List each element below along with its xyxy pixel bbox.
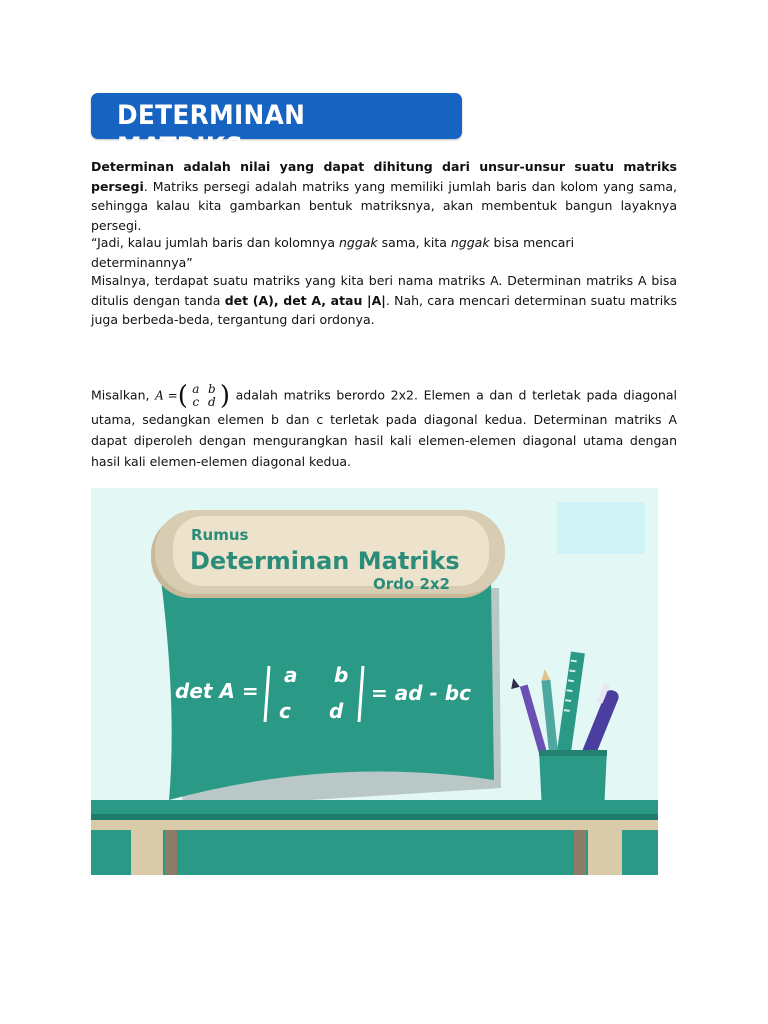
formula-heading: Determinan Matriks — [190, 547, 460, 575]
notation-bold: det (A), det A, atau |A| — [224, 292, 386, 308]
definition-rest: . Matriks persegi adalah matriks yang memiliki jumlah baris dan kolom yang sama, sehingga kalau kita gambarkan bentuk matriksnya, akan membentuk bangun layaknya persegi. — [91, 178, 677, 233]
ordo-label: Ordo 2x2 — [373, 575, 450, 593]
matrix-cells — [188, 383, 220, 409]
matrix-expression: A =( a b c d ) — [155, 381, 230, 411]
determinant-formula-illustration — [91, 488, 658, 875]
det-element-a: a — [284, 663, 298, 687]
desk-edge — [91, 814, 658, 820]
matrix-cell: a — [192, 382, 200, 396]
page-title: DETERMINAN MATRIKS — [117, 100, 306, 163]
matrix-cell: b — [208, 382, 216, 396]
definition-bold: Determinan adalah nilai yang dapat dihitung dari unsur-unsur suatu matriks persegi — [91, 159, 677, 194]
quote-text-3: bisa mencari determinannya” — [91, 235, 575, 270]
paragraph-definition — [91, 157, 677, 235]
rumus-label: Rumus — [191, 526, 249, 544]
paragraph-notation — [91, 271, 677, 330]
example-text-1: Misalkan, — [91, 387, 156, 403]
matrix-lhs: A = — [155, 388, 178, 403]
desk-leg-right — [588, 830, 622, 875]
title-banner — [91, 93, 462, 163]
paragraph-quote — [91, 233, 677, 272]
desk-leg-left-shade — [165, 830, 177, 875]
det-element-c: c — [279, 699, 291, 723]
desk-rail — [91, 820, 658, 830]
quote-text-2: sama, kita — [377, 235, 451, 250]
example-text-2: adalah matriks berordo 2x2. Elemen a dan d terletak pada diagonal utama, sedangkan elemen b dan c terletak pada diagonal kedua. Determinan matriks A dapat diperoleh dengan mengurangkan hasil kali elemen-elemen diagonal utama dengan hasil kali elemen-elemen diagonal kedua. — [91, 387, 678, 469]
notation-text-1: Misalnya, terdapat suatu matriks yang kita beri nama matriks A. Determinan matriks A bisa ditulis dengan tanda — [91, 273, 677, 308]
det-label: det A = — [175, 679, 259, 703]
paragraph-example — [91, 383, 677, 472]
matrix-cell: c — [192, 395, 200, 409]
window-patch — [557, 502, 645, 554]
quote-italic-1: nggak — [338, 235, 378, 250]
quote-text-1: “Jadi, kalau jumlah baris dan kolomnya — [91, 235, 339, 250]
det-element-b: b — [334, 663, 349, 687]
det-result: = ad - bc — [371, 681, 471, 705]
desk-leg-left — [131, 830, 163, 875]
quote-italic-2: nggak — [450, 235, 490, 250]
matrix-cell: d — [208, 395, 216, 409]
det-element-d: d — [329, 699, 344, 723]
desk-leg-right-shade — [574, 830, 586, 875]
notation-text-2: . Nah, cara mencari determinan suatu matriks juga berbeda-beda, tergantung dari ordonya. — [91, 292, 677, 327]
desk-top — [91, 800, 658, 814]
